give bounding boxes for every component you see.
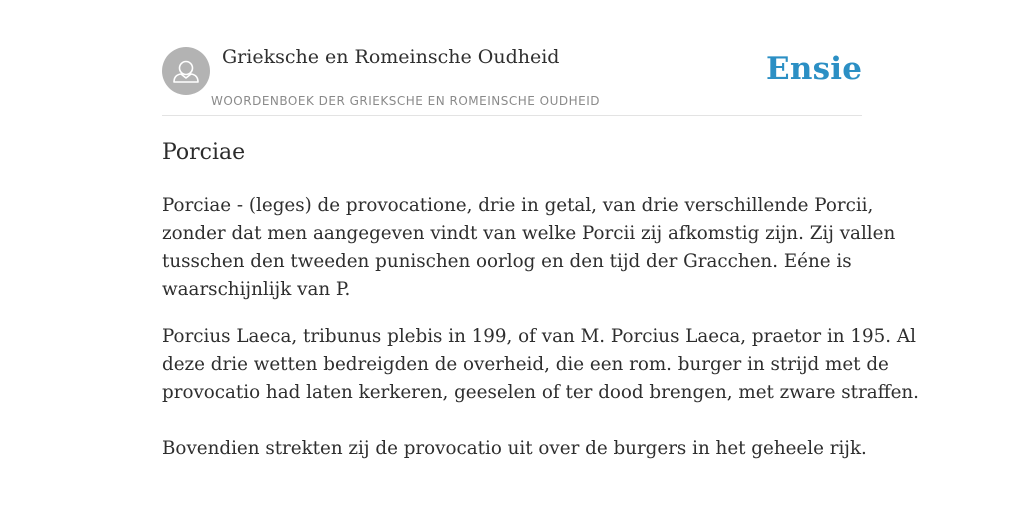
- paragraph-3: [162, 435, 867, 463]
- source-title[interactable]: Grieksche en Romeinsche Oudheid: [222, 46, 560, 68]
- paragraph-line: zonder dat men aangegeven vindt van welke Porcii zij afkomstig zijn. Zij vallen: [162, 223, 896, 244]
- user-icon: [162, 47, 210, 95]
- avatar[interactable]: [162, 47, 210, 95]
- paragraph-line: Bovendien strekten zij de provocatio uit over de burgers in het geheele rijk.: [162, 438, 867, 459]
- entry-title: Porciae: [162, 140, 246, 165]
- paragraph-line: tusschen den tweeden punischen oorlog en den tijd der Gracchen. Eéne is: [162, 251, 852, 272]
- paragraph-line: Porcius Laeca, tribunus plebis in 199, of van M. Porcius Laeca, praetor in 195. Al: [162, 326, 916, 347]
- brand-logo[interactable]: Ensie: [766, 51, 863, 87]
- paragraph-line: provocatio had laten kerkeren, geeselen of ter dood brengen, met zware straffen.: [162, 382, 919, 403]
- header-divider: [162, 115, 862, 116]
- paragraph-line: deze drie wetten bedreigden de overheid, die een rom. burger in strijd met de: [162, 354, 889, 375]
- paragraph-2: [162, 323, 919, 407]
- source-subtitle[interactable]: WOORDENBOEK DER GRIEKSCHE EN ROMEINSCHE OUDHEID: [211, 94, 601, 108]
- paragraph-line: Porciae - (leges) de provocatione, drie in getal, van drie verschillende Porcii,: [162, 195, 874, 216]
- paragraph-line: waarschijnlijk van P.: [162, 279, 351, 300]
- paragraph-1: [162, 192, 896, 304]
